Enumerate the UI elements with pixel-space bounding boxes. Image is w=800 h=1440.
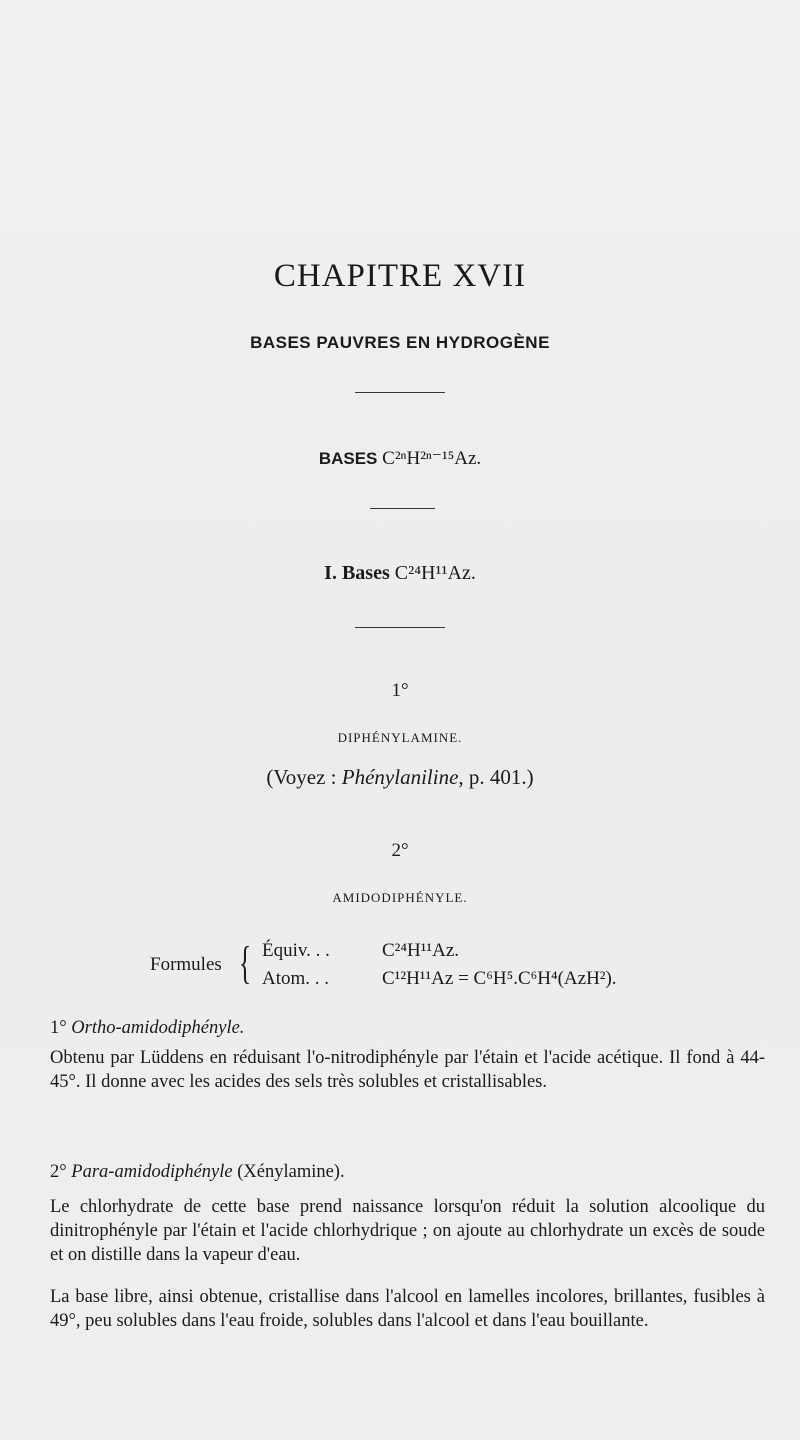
item1-reference xyxy=(0,765,800,790)
ortho-num: 1° xyxy=(50,1018,67,1038)
divider xyxy=(355,392,445,393)
chapter-title: CHAPITRE XVII xyxy=(273,258,527,294)
bases-formula: C²ⁿH²ⁿ⁻¹⁵Az. xyxy=(382,448,482,469)
para-num: 2° xyxy=(50,1162,67,1182)
para-title-rest: (Xénylamine). xyxy=(237,1162,345,1182)
bases-prefix: BASES xyxy=(318,449,378,468)
formula-row2-value: C¹²H¹¹Az = C⁶H⁵.C⁶H⁴(AzH²). xyxy=(382,968,617,989)
section-title: BASES PAUVRES EN HYDROGÈNE xyxy=(250,333,550,352)
ref-start: (Voyez : xyxy=(266,765,342,789)
brace: { xyxy=(239,937,252,988)
formula-row1-value: C²⁴H¹¹Az. xyxy=(382,940,460,961)
bleed-through xyxy=(40,95,44,115)
ref-end: , p. 401.) xyxy=(458,765,534,789)
divider xyxy=(355,627,445,628)
ref-italic: Phénylaniline xyxy=(341,765,459,789)
ortho-heading xyxy=(50,1016,765,1040)
part-word: Bases xyxy=(341,562,390,584)
part-heading xyxy=(0,562,800,585)
ortho-paragraph: Obtenu par Lüddens en réduisant l'o-nitrodiphényle par l'étain et l'acide acétique. Il fond à 44-45°. Il donne avec les acides des sels très solubles et cristallisables. xyxy=(50,1048,765,1092)
item1-name: DIPHÉNYLAMINE. xyxy=(337,730,463,745)
para-heading xyxy=(50,1160,765,1184)
part-formula: C²⁴H¹¹Az. xyxy=(394,562,476,584)
formula-row2-label: Atom. . . xyxy=(262,968,330,989)
formula-row1-label: Équiv. . . xyxy=(262,940,330,961)
bases-heading xyxy=(0,447,800,470)
part-roman: I. xyxy=(324,562,337,584)
formula-label: Formules xyxy=(150,954,222,975)
divider xyxy=(370,508,435,509)
para-paragraph-2: La base libre, ainsi obtenue, cristallise dans l'alcool en lamelles incolores, brillantes, fusibles à 49°, peu solubles dans l'eau froide, solubles dans l'alcool et dans l'eau bouillante. xyxy=(50,1287,765,1331)
formula-block xyxy=(150,937,670,1000)
item1-number: 1° xyxy=(391,680,409,701)
para-paragraph-1: Le chlorhydrate de cette base prend naissance lorsqu'on réduit la solution alcoolique du dinitrophényle par l'étain et l'acide chlorhydrique ; on ajoute au chlorhydrate un excès de soude et on distille dans la vapeur d'eau. xyxy=(50,1197,765,1265)
item2-name: AMIDODIPHÉNYLE. xyxy=(332,890,468,905)
para-title: Para-amidodiphényle xyxy=(71,1162,233,1182)
ortho-title: Ortho-amidodiphényle. xyxy=(71,1018,245,1038)
item2-number: 2° xyxy=(391,840,409,861)
